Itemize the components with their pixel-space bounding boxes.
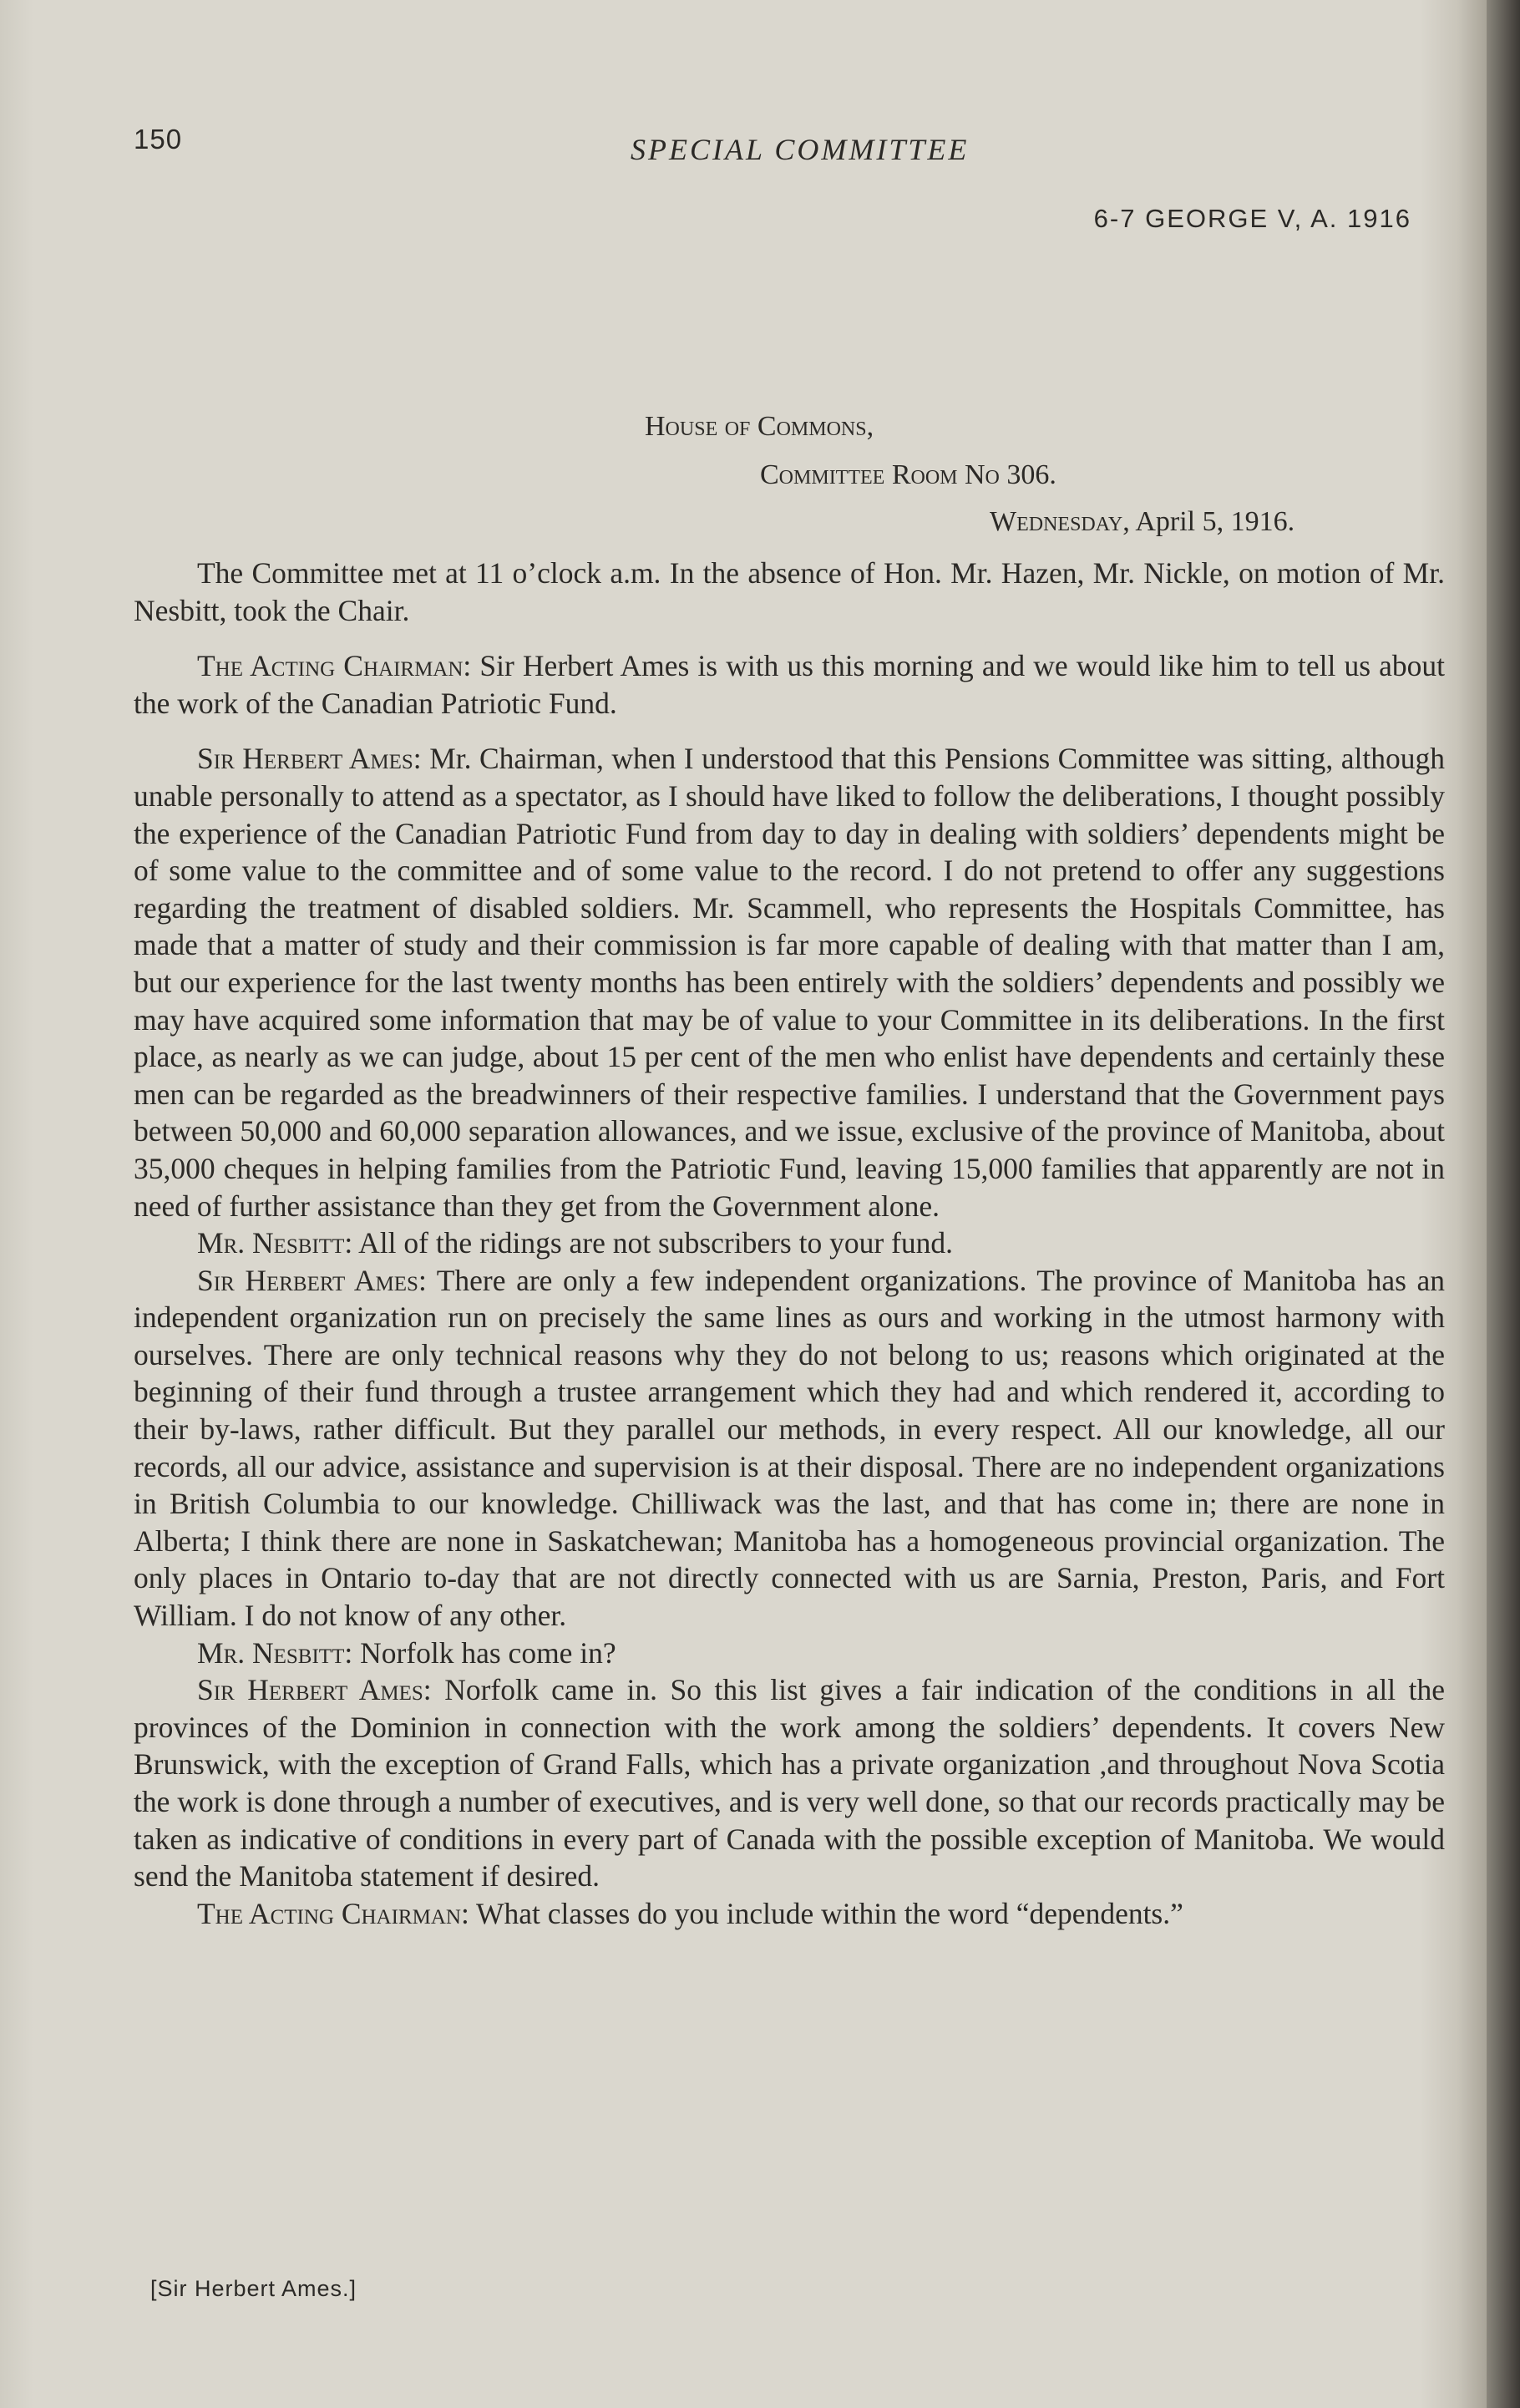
paragraph-text: What classes do you include within the word “dependents.” (469, 1896, 1183, 1930)
running-head: SPECIAL COMMITTEE (631, 133, 970, 166)
paragraph (134, 1262, 1445, 1635)
paragraph-text: Sir Herbert Ames is with us this morning and we would like him to tell us about the work of the Canadian Patriotic Fund. (134, 649, 1445, 720)
dateline-room: Committee Room No 306. (760, 459, 1056, 490)
speaker: Sir Herbert Ames: (197, 1263, 427, 1297)
speaker: The Acting Chairman: (197, 1896, 469, 1930)
dateline-day: Wednesday, (990, 506, 1130, 537)
speaker: Sir Herbert Ames: (197, 742, 422, 776)
paragraph (134, 1895, 1445, 1933)
footer-speaker-tag: [Sir Herbert Ames.] (150, 2276, 357, 2301)
dateline-day-date: April 5, 1916. (1129, 506, 1295, 537)
paragraph-text: All of the ridings are not subscribers to your fund. (352, 1226, 953, 1260)
minutes-body (134, 555, 1445, 1932)
paragraph-text: Mr. Chairman, when I understood that this Pensions Committee was sitting, although unable personally to attend as a spectator, as I should have liked to follow the deliberations, I thought possibly the experience of the Canadian Patriotic Fund from day to day in dealing with soldiers’ dependents might be of some value to the committee and of some value to the record. I do not pretend to offer any suggestions regarding the treatment of disabled soldiers. Mr. Scammell, who represents the Hospitals Committee, has made that a matter of study and their commission is far more capable of dealing with that matter than I am, but our experience for the last twenty months has been entirely with the soldiers’ dependents and possibly we may have acquired some information that may be of value to your Committee in its deliberations. In the first place, as nearly as we can judge, about 15 per cent of the men who enlist have dependents and certainly these men can be regarded as the breadwinners of their respective families. I understand that the Government pays between 50,000 and 60,000 separation allowances, and we issue, exclusive of the province of Manitoba, about 35,000 cheques in helping families from the Patriotic Fund, leaving 15,000 families that apparently are not in need of further assistance than they get from the Government alone. (134, 742, 1446, 1223)
paragraph-text: The Committee met at 11 o’clock a.m. In the absence of Hon. Mr. Hazen, Mr. Nickle, on motion of Mr. Nesbitt, took the Chair. (134, 556, 1445, 627)
paragraph (134, 1635, 1445, 1672)
paragraph-text: Norfolk has come in? (352, 1635, 616, 1670)
speaker: Mr. Nesbitt: (197, 1226, 353, 1260)
paragraph (134, 555, 1445, 629)
paragraph (134, 740, 1445, 1224)
paragraph (134, 647, 1445, 722)
paragraph (134, 1224, 1445, 1262)
speaker: The Acting Chairman: (197, 649, 472, 683)
dateline-date (990, 506, 1295, 538)
dateline-house: House of Commons, (645, 411, 874, 442)
speaker: Mr. Nesbitt: (197, 1635, 353, 1670)
book-spine-shadow (1487, 0, 1520, 2408)
page-number: 150 (134, 124, 183, 155)
speaker: Sir Herbert Ames: (197, 1673, 432, 1707)
paragraph-text: Norfolk came in. So this list gives a fair indication of the conditions in all the provinces of the Dominion in connection with the work among the soldiers’ dependents. It covers New Brunswick, with the exception of Grand Falls, which has a private organization ,and throughout Nova Scotia the work is done through a number of executives, and is very well done, so that our records practically may be taken as indicative of conditions in every part of Canada with the possible exception of Manitoba. We would send the Manitoba statement if desired. (134, 1673, 1445, 1893)
paragraph-text: There are only a few independent organizations. The province of Manitoba has an independent organization run on precisely the same lines as ours and working in the utmost harmony with ourselves. There are only technical reasons why they do not belong to us; reasons which originated at the beginning of their fund through a trustee arrangement which they had and which rendered it, according to their by-laws, rather difficult. But they parallel our methods, in every respect. All our knowledge, all our records, all our advice, assistance and supervision is at their disposal. There are no independent organizations in British Columbia to our knowledge. Chilliwack was the last, and that has come in; there are none in Alberta; I think there are none in Saskatchewan; Manitoba has a homogeneous provincial organization. The only places in Ontario to-day that are not directly connected with us are Sarnia, Preston, Paris, and Fort William. I do not know of any other. (134, 1263, 1445, 1633)
session-label: 6-7 GEORGE V, A. 1916 (1093, 204, 1411, 233)
paragraph (134, 1671, 1445, 1895)
